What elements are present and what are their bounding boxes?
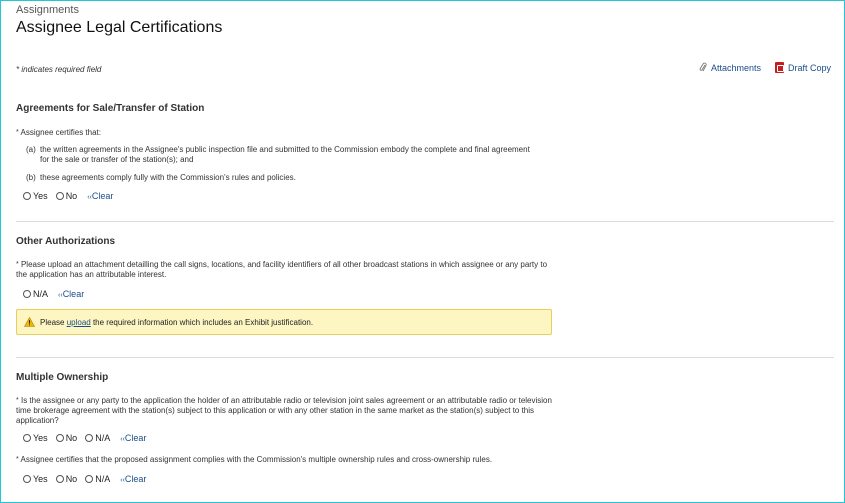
draft-copy-label: Draft Copy xyxy=(787,62,831,73)
radio-na[interactable]: N/A xyxy=(23,289,48,299)
question: * Assignee certifies that: xyxy=(16,128,101,137)
paperclip-icon xyxy=(699,62,707,73)
radio-no[interactable]: No xyxy=(56,191,78,201)
attachments-label: Attachments xyxy=(710,62,761,73)
section-title: Other Authorizations xyxy=(16,236,116,247)
divider xyxy=(16,357,834,358)
section-agreements xyxy=(16,103,834,201)
radio-no[interactable]: No xyxy=(56,474,78,484)
section-title: Agreements for Sale/Transfer of Station xyxy=(16,103,205,114)
section-title: Multiple Ownership xyxy=(16,372,109,383)
radio-group xyxy=(23,289,834,299)
clear-button[interactable]: ‹‹Clear xyxy=(120,433,147,443)
question: * Please upload an attachment detailling the call signs, locations, and facility identifiers of all other broadcast stations in which assignee or any party to the application has an attributable interest. xyxy=(16,260,548,279)
radio-yes[interactable]: Yes xyxy=(23,433,48,443)
warning-icon xyxy=(24,317,35,327)
breadcrumb[interactable]: Assignments xyxy=(16,4,79,16)
clear-button[interactable]: ‹‹Clear xyxy=(87,191,114,201)
list-item: (b) these agreements comply fully with the Commission's rules and policies. xyxy=(26,173,296,182)
list-item: (a) the written agreements in the Assignee's public inspection file and submitted to the Commission embody the complete and final agreement for the sale or transfer of the station(s); and xyxy=(26,145,530,164)
clear-button[interactable]: ‹‹Clear xyxy=(120,474,147,484)
clear-button[interactable]: ‹‹Clear xyxy=(58,289,85,299)
divider xyxy=(16,221,834,222)
radio-group xyxy=(23,433,834,443)
warning-text: Please upload the required information which includes an Exhibit justification. xyxy=(40,317,314,327)
radio-yes[interactable]: Yes xyxy=(23,474,48,484)
page-title: Assignee Legal Certifications xyxy=(16,19,223,36)
question: * Assignee certifies that the proposed assignment complies with the Commission's multiple ownership rules and cross-ownership rules. xyxy=(16,455,493,464)
attachments-link[interactable] xyxy=(699,62,761,73)
top-links xyxy=(699,62,831,73)
radio-group xyxy=(23,191,834,201)
warning-banner xyxy=(16,309,552,335)
upload-link[interactable]: upload xyxy=(66,317,91,327)
section-multiple-ownership xyxy=(16,372,834,484)
pdf-icon xyxy=(775,62,784,73)
radio-na[interactable]: N/A xyxy=(85,474,110,484)
radio-na[interactable]: N/A xyxy=(85,433,110,443)
radio-group xyxy=(23,474,834,484)
radio-no[interactable]: No xyxy=(56,433,78,443)
question: * Is the assignee or any party to the application the holder of an attributable radio or television joint sales agreement or an attributable radio or television time brokerage agreement with the station(s) subject to this application or with any other station in the same market as the station(s) subject to this application? xyxy=(16,396,552,425)
section-other-authorizations xyxy=(16,236,834,299)
draft-copy-link[interactable] xyxy=(775,62,831,73)
radio-yes[interactable]: Yes xyxy=(23,191,48,201)
required-field-note: * indicates required field xyxy=(16,65,102,74)
